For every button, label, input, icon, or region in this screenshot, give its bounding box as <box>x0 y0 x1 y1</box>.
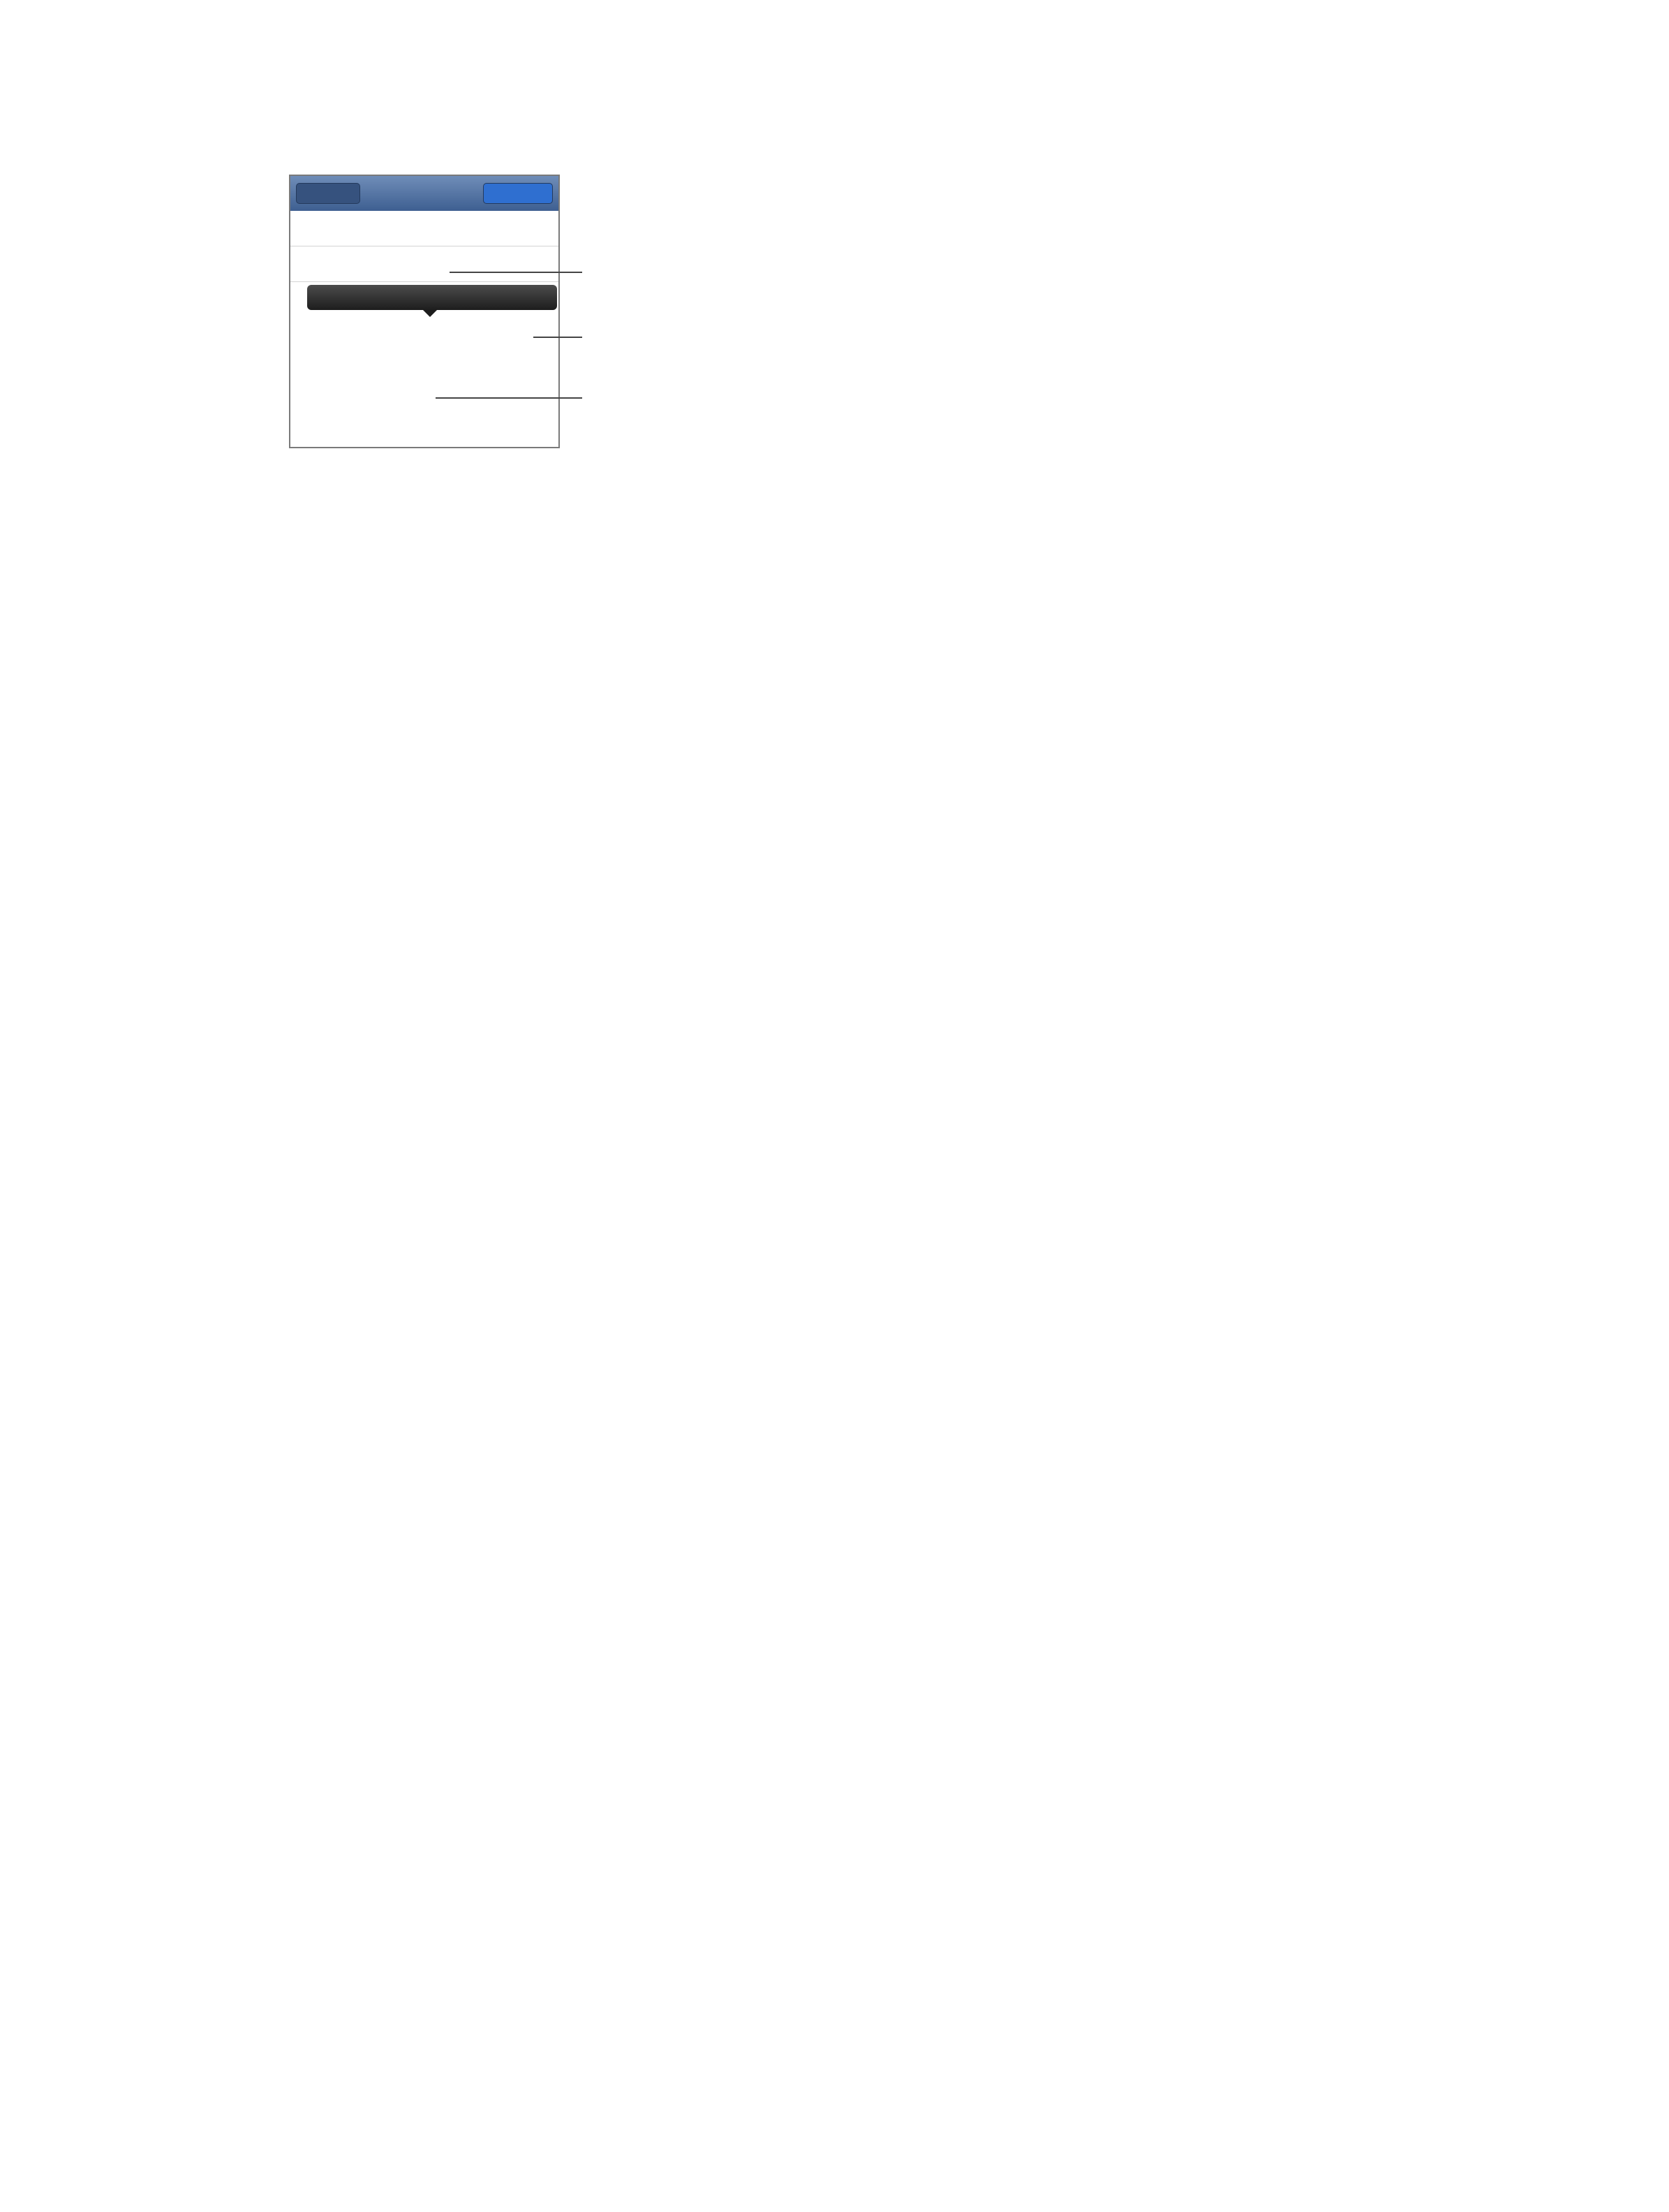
callout-line-3 <box>436 397 582 399</box>
callout-line-2 <box>533 337 582 338</box>
cancel-button[interactable] <box>296 183 360 204</box>
edit-popup-menu <box>307 285 557 310</box>
mail-compose-figure <box>289 170 1396 499</box>
page-body <box>289 130 1396 522</box>
to-field[interactable] <box>290 211 558 246</box>
page-footer <box>289 2026 1385 2050</box>
send-button[interactable] <box>483 183 553 204</box>
cc-bcc-field[interactable] <box>290 246 558 282</box>
callout-line-1 <box>450 272 582 273</box>
compose-screenshot <box>289 175 560 448</box>
compose-nav-bar <box>290 176 558 211</box>
popup-pointer <box>423 310 437 317</box>
